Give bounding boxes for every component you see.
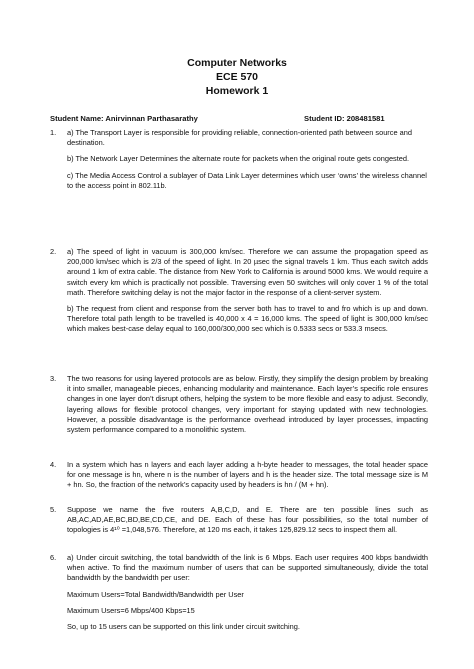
conclusion-line: So, up to 15 users can be supported on this link under circuit switching. — [67, 622, 300, 632]
student-info-line — [50, 114, 430, 124]
question-number: 2. — [50, 247, 57, 256]
answer-paragraph: The two reasons for using layered protocols are as below. Firstly, they simplify the design problem by breaking it into smaller, manageable pieces, enhancing modularity and maintenance. Each layer’s specific role ensures changes in one layer don’t disrupt others, helping the system to be more flexible and easy to adjust. Secondly, layering allows for flexible protocol changes, very important for staying updated with new technologies. However, a possible disadvantage is the performance overhead introduced by layer processes, impacting system performance compared to a monolithic system. — [67, 374, 428, 435]
question-number: 4. — [50, 460, 57, 469]
answer-paragraph: In a system which has n layers and each layer adding a h-byte header to messages, the total header space for one message is hn, where n is the number of layers and h is the header size. The total message size is M + hn. So, the fraction of the network’s capacity used by headers is hn / (M + hn). — [67, 460, 428, 490]
question-number: 3. — [50, 374, 57, 383]
question-number: 6. — [50, 553, 57, 562]
course-code: ECE 570 — [215, 71, 259, 83]
formula-line: Maximum Users=6 Mbps/400 Kbps=15 — [67, 605, 195, 615]
answer-paragraph: a) The Transport Layer is responsible for providing reliable, connection-oriented path between source and destination. — [67, 128, 412, 148]
student-id: Student ID: 208481581 — [304, 114, 385, 123]
answer-paragraph: b) The request from client and response from the server both has to travel to and fro which is up and down. Therefore total path length to be travelled is 40,000 x 4 = 16,000 kms. The speed of light is 300,000 km/sec which makes best-case delay equal to 160,000/300,000 sec which is 0.5333 secs or 533.3 msecs. — [67, 304, 428, 334]
question-3 — [50, 374, 428, 441]
answer-paragraph: a) The speed of light in vacuum is 300,000 km/sec. Therefore we can assume the propagation speed as 200,000 km/sec which is 2/3 of the speed of light. In 20 µsec the signal travels 1 km. Thus each switch adds around 1 km of extra cable. The distance from New York to California is around 5000 kms. We would require a switch every km which is practically not possible. Traversing even 50 switches will only cover 1 % of the total math. Therefore switching delay is not the major factor in the response of a client-server system. — [67, 247, 428, 297]
question-6 — [50, 553, 428, 638]
question-5 — [50, 505, 428, 542]
answer-paragraph: Suppose we name the five routers A,B,C,D, and E. There are ten possible lines such as AB,AC,AD,AE,BC,BD,BE,CD,CE, and DE. Each of these has four possibilities, so the total number of topologies is 4¹⁰ =1,048,576. Therefore, at 120 ms each, it takes 125,829.12 secs to inspect them all. — [67, 505, 428, 535]
document-header — [0, 56, 474, 98]
question-4 — [50, 460, 428, 497]
answer-paragraph: a) Under circuit switching, the total bandwidth of the link is 6 Mbps. Each user requires 400 kbps bandwidth when active. To find the maximum number of users that can be supported simultaneously, divide the total bandwidth by the bandwidth per user: — [67, 553, 428, 583]
student-name: Student Name: Anirvinnan Parthasarathy — [50, 114, 198, 123]
question-number: 1. — [50, 128, 57, 137]
assignment-title: Homework 1 — [205, 85, 269, 97]
answer-paragraph: c) The Media Access Control a sublayer of Data Link Layer determines which user ‘owns’ the wireless channel to the access point in 802.11b. — [67, 170, 427, 190]
question-2 — [50, 247, 428, 341]
formula-line: Maximum Users=Total Bandwidth/Bandwidth per User — [67, 589, 244, 599]
answer-paragraph: b) The Network Layer Determines the alternate route for packets when the original route gets congested. — [67, 154, 410, 164]
question-number: 5. — [50, 505, 57, 514]
course-title: Computer Networks — [187, 57, 287, 69]
question-1 — [50, 128, 428, 197]
